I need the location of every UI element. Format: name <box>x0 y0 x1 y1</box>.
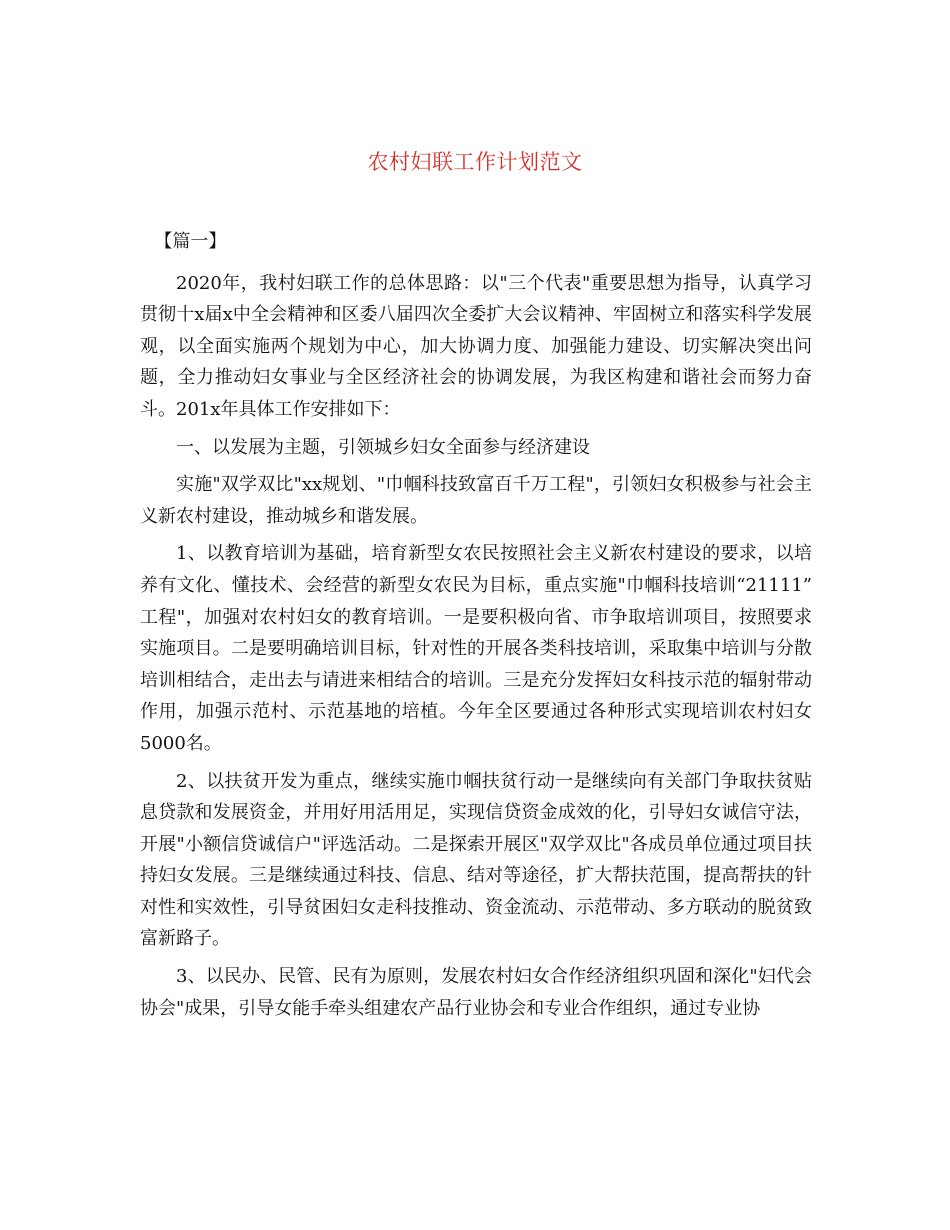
paragraph: 2、以扶贫开发为重点，继续实施巾帼扶贫行动一是继续向有关部门争取扶贫贴息贷款和发展资金，并用好用活用足，实现信贷资金成效的化，引导妇女诚信守法，开展"小额信贷诚信户"评选活动。二是探索开展区"双学双比"各成员单位通过项目扶持妇女发展。三是继续通过科技、信息、结对等途径，扩大帮扶范围，提高帮扶的针对性和实效性，引导贫困妇女走科技推动、资金流动、示范带动、多方联动的脱贫致富新路子。 <box>140 770 812 950</box>
document-body <box>140 226 812 1030</box>
paragraph: 1、以教育培训为基础，培育新型女农民按照社会主义新农村建设的要求，以培养有文化、懂技术、会经营的新型女农民为目标，重点实施"巾帼科技培训“21111” 工程"，加强对农村妇女的教育培训。一是要积极向省、市争取培训项目，按照要求实施项目。二是要明确培训目标，针对性的开展各类科技培训，采取集中培训与分散培训相结合，走出去与请进来相结合的培训。三是充分发挥妇女科技示范的辐射带动作用，加强示范村、示范基地的培植。今年全区要通过各种形式实现培训农村妇女5000名。 <box>140 543 812 754</box>
paragraph-heading-1: 一、以发展为主题，引领城乡妇女全面参与经济建设 <box>176 436 590 458</box>
paragraph: 实施"双学双比"xx规划、"巾帼科技致富百千万工程"，引领妇女积极参与社会主义新农村建设，推动城乡和谐发展。 <box>140 474 812 527</box>
document-title: 农村妇联工作计划范文 <box>367 150 583 174</box>
paragraph-intro: 2020年，我村妇联工作的总体思路：以"三个代表"重要思想为指导，认真学习贯彻十x届x中全会精神和区委八届四次全委扩大会议精神、牢固树立和落实科学发展观，以全面实施两个规划为中心，加大协调力度、加强能力建设、切实解决突出问题，全力推动妇女事业与全区经济社会的协调发展，为我区构建和谐社会而努力奋斗。201x年具体工作安排如下： <box>140 272 812 420</box>
section-tag: 【篇一】 <box>154 231 227 252</box>
paragraph: 3、以民办、民管、民有为原则，发展农村妇女合作经济组织巩固和深化"妇代会协会"成果，引导女能手牵头组建农产品行业协会和专业合作组织，通过专业协 <box>140 966 812 1019</box>
